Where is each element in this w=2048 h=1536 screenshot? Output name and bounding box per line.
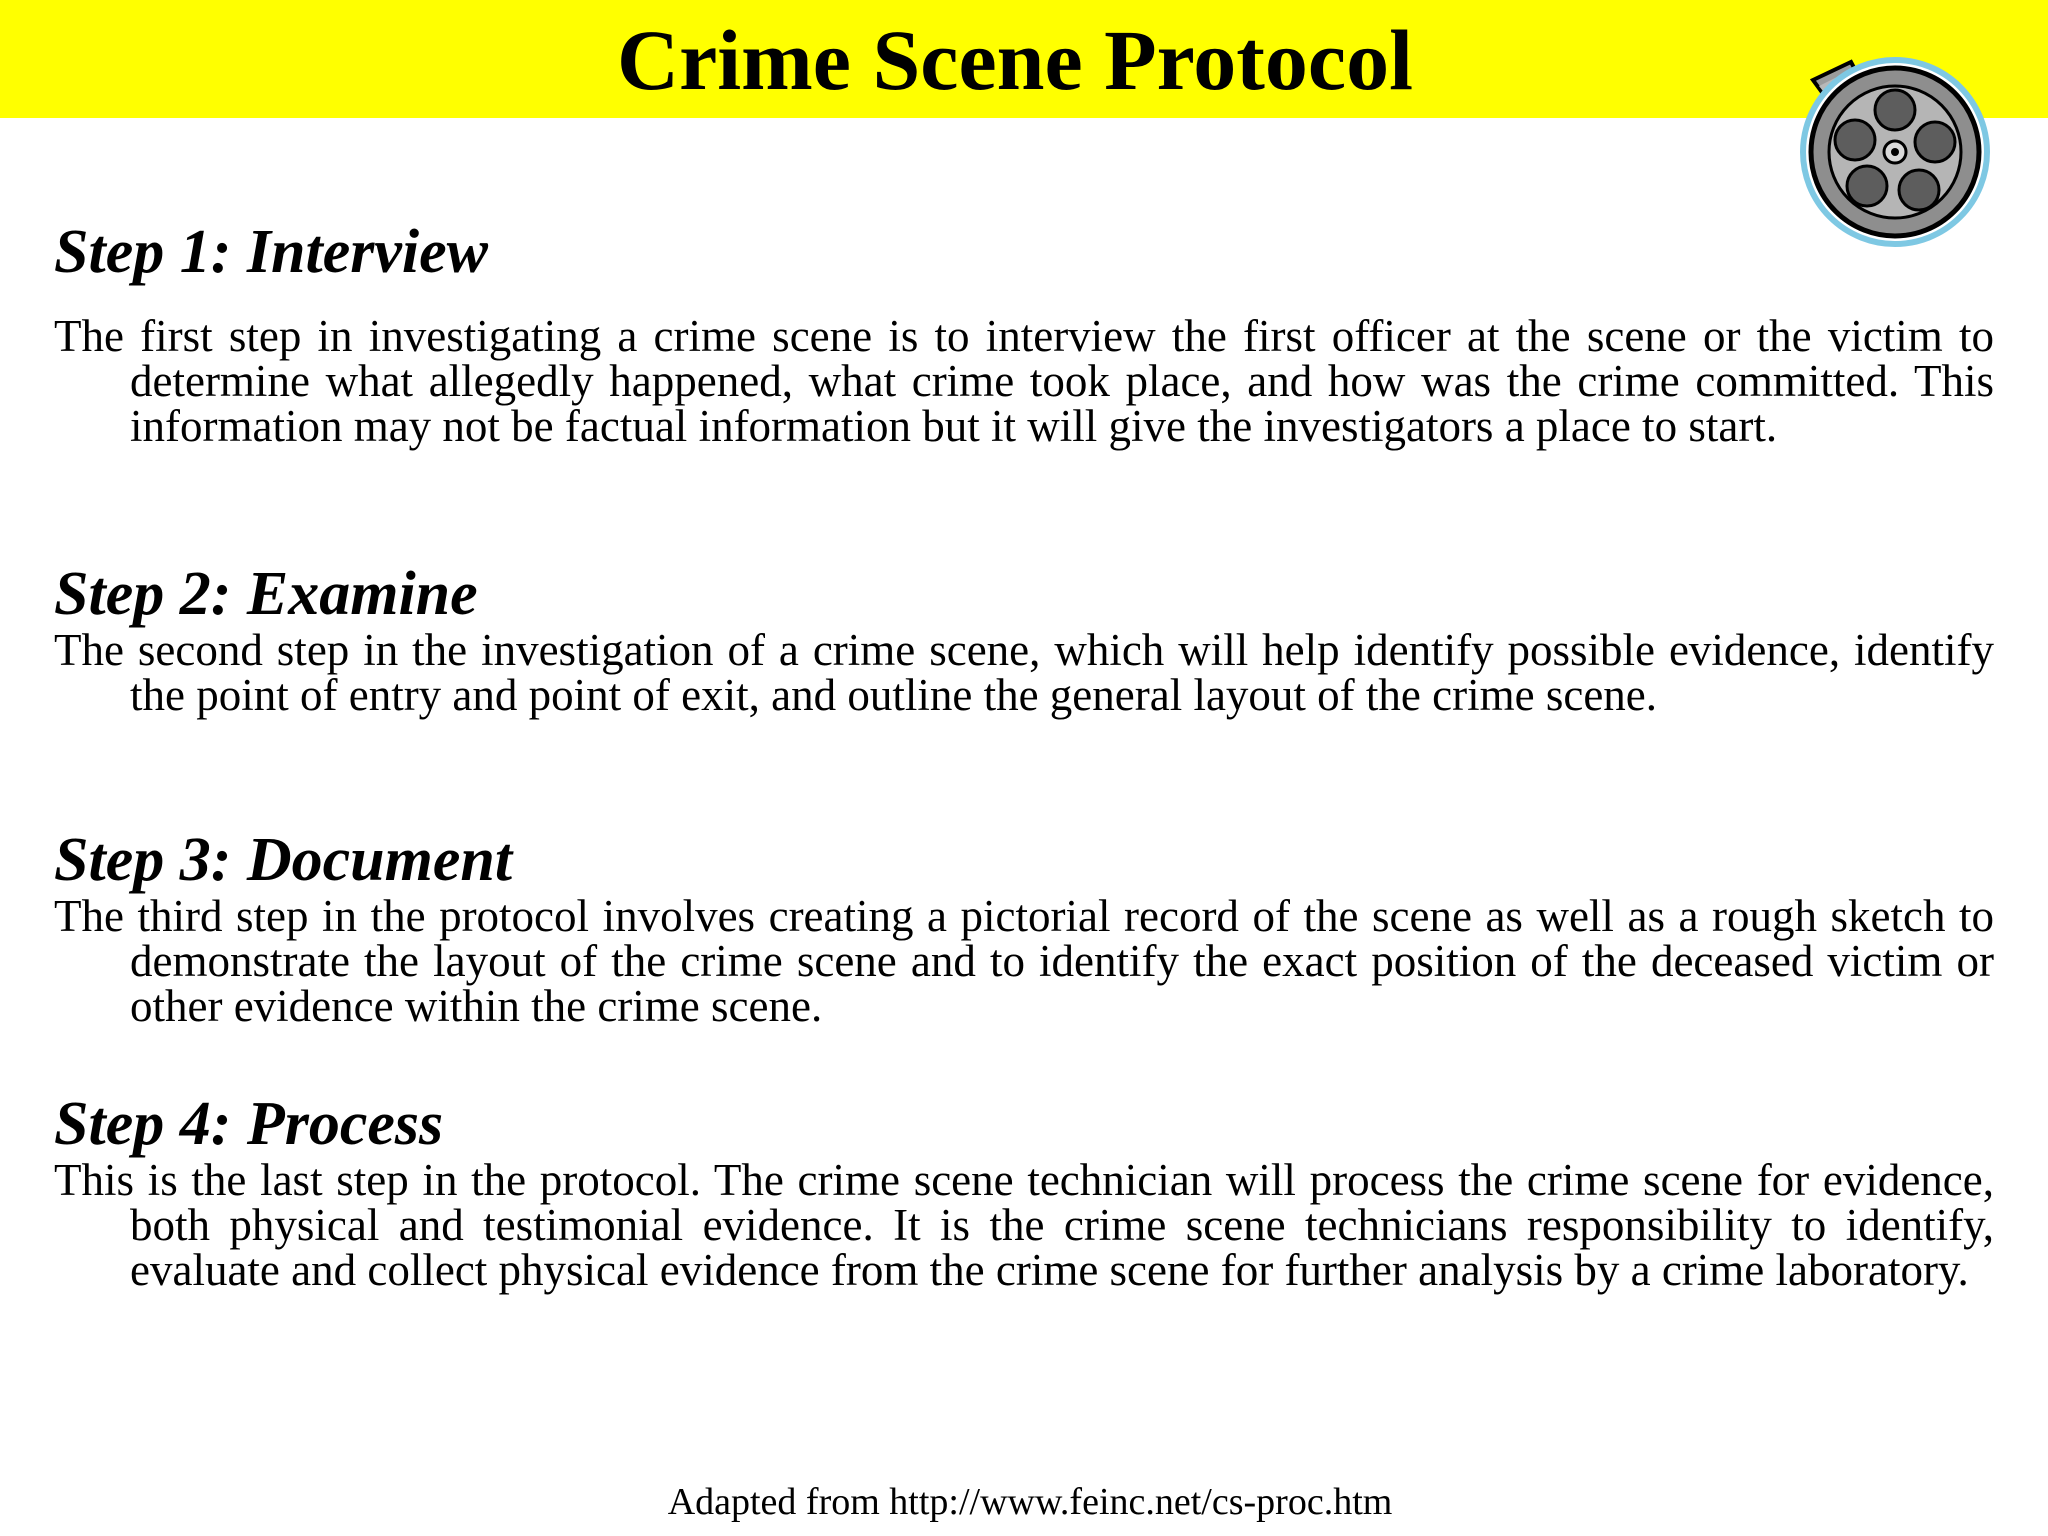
step-1-section	[54, 218, 1994, 449]
step-4-text: This is the last step in the protocol. The crime scene technician will process the crime scene for evidence, both physical and testimonial evidence. It is the crime scene technicians responsibility to identify, evaluate and collect physical evidence from the crime scene for further analysis by a crime laboratory.	[54, 1155, 1994, 1295]
step-3-section	[54, 826, 1994, 1029]
step-2-section	[54, 560, 1994, 718]
step-1-text: The first step in investigating a crime scene is to interview the first officer at the scene or the victim to determine what allegedly happened, what crime took place, and how was the crime committed. This information may not be factual information but it will give the investigators a place to start.	[54, 311, 1994, 451]
step-2-text: The second step in the investigation of a crime scene, which will help identify possible evidence, identify the point of entry and point of exit, and outline the general layout of the crime scene.	[54, 625, 1994, 720]
step-1-heading: Step 1: Interview	[54, 218, 488, 286]
step-2-heading: Step 2: Examine	[54, 560, 478, 628]
step-4-heading: Step 4: Process	[54, 1090, 444, 1158]
step-4-section	[54, 1090, 1994, 1293]
source-footer: Adapted from http://www.feinc.net/cs-proc.htm	[667, 1481, 1393, 1523]
step-3-heading: Step 3: Document	[54, 826, 513, 894]
page-title: Crime Scene Protocol	[616, 12, 1413, 108]
step-3-text: The third step in the protocol involves creating a pictorial record of the scene as well as a rough sketch to demonstrate the layout of the crime scene and to identify the exact position of the deceased victim or other evidence within the crime scene.	[54, 891, 1994, 1031]
